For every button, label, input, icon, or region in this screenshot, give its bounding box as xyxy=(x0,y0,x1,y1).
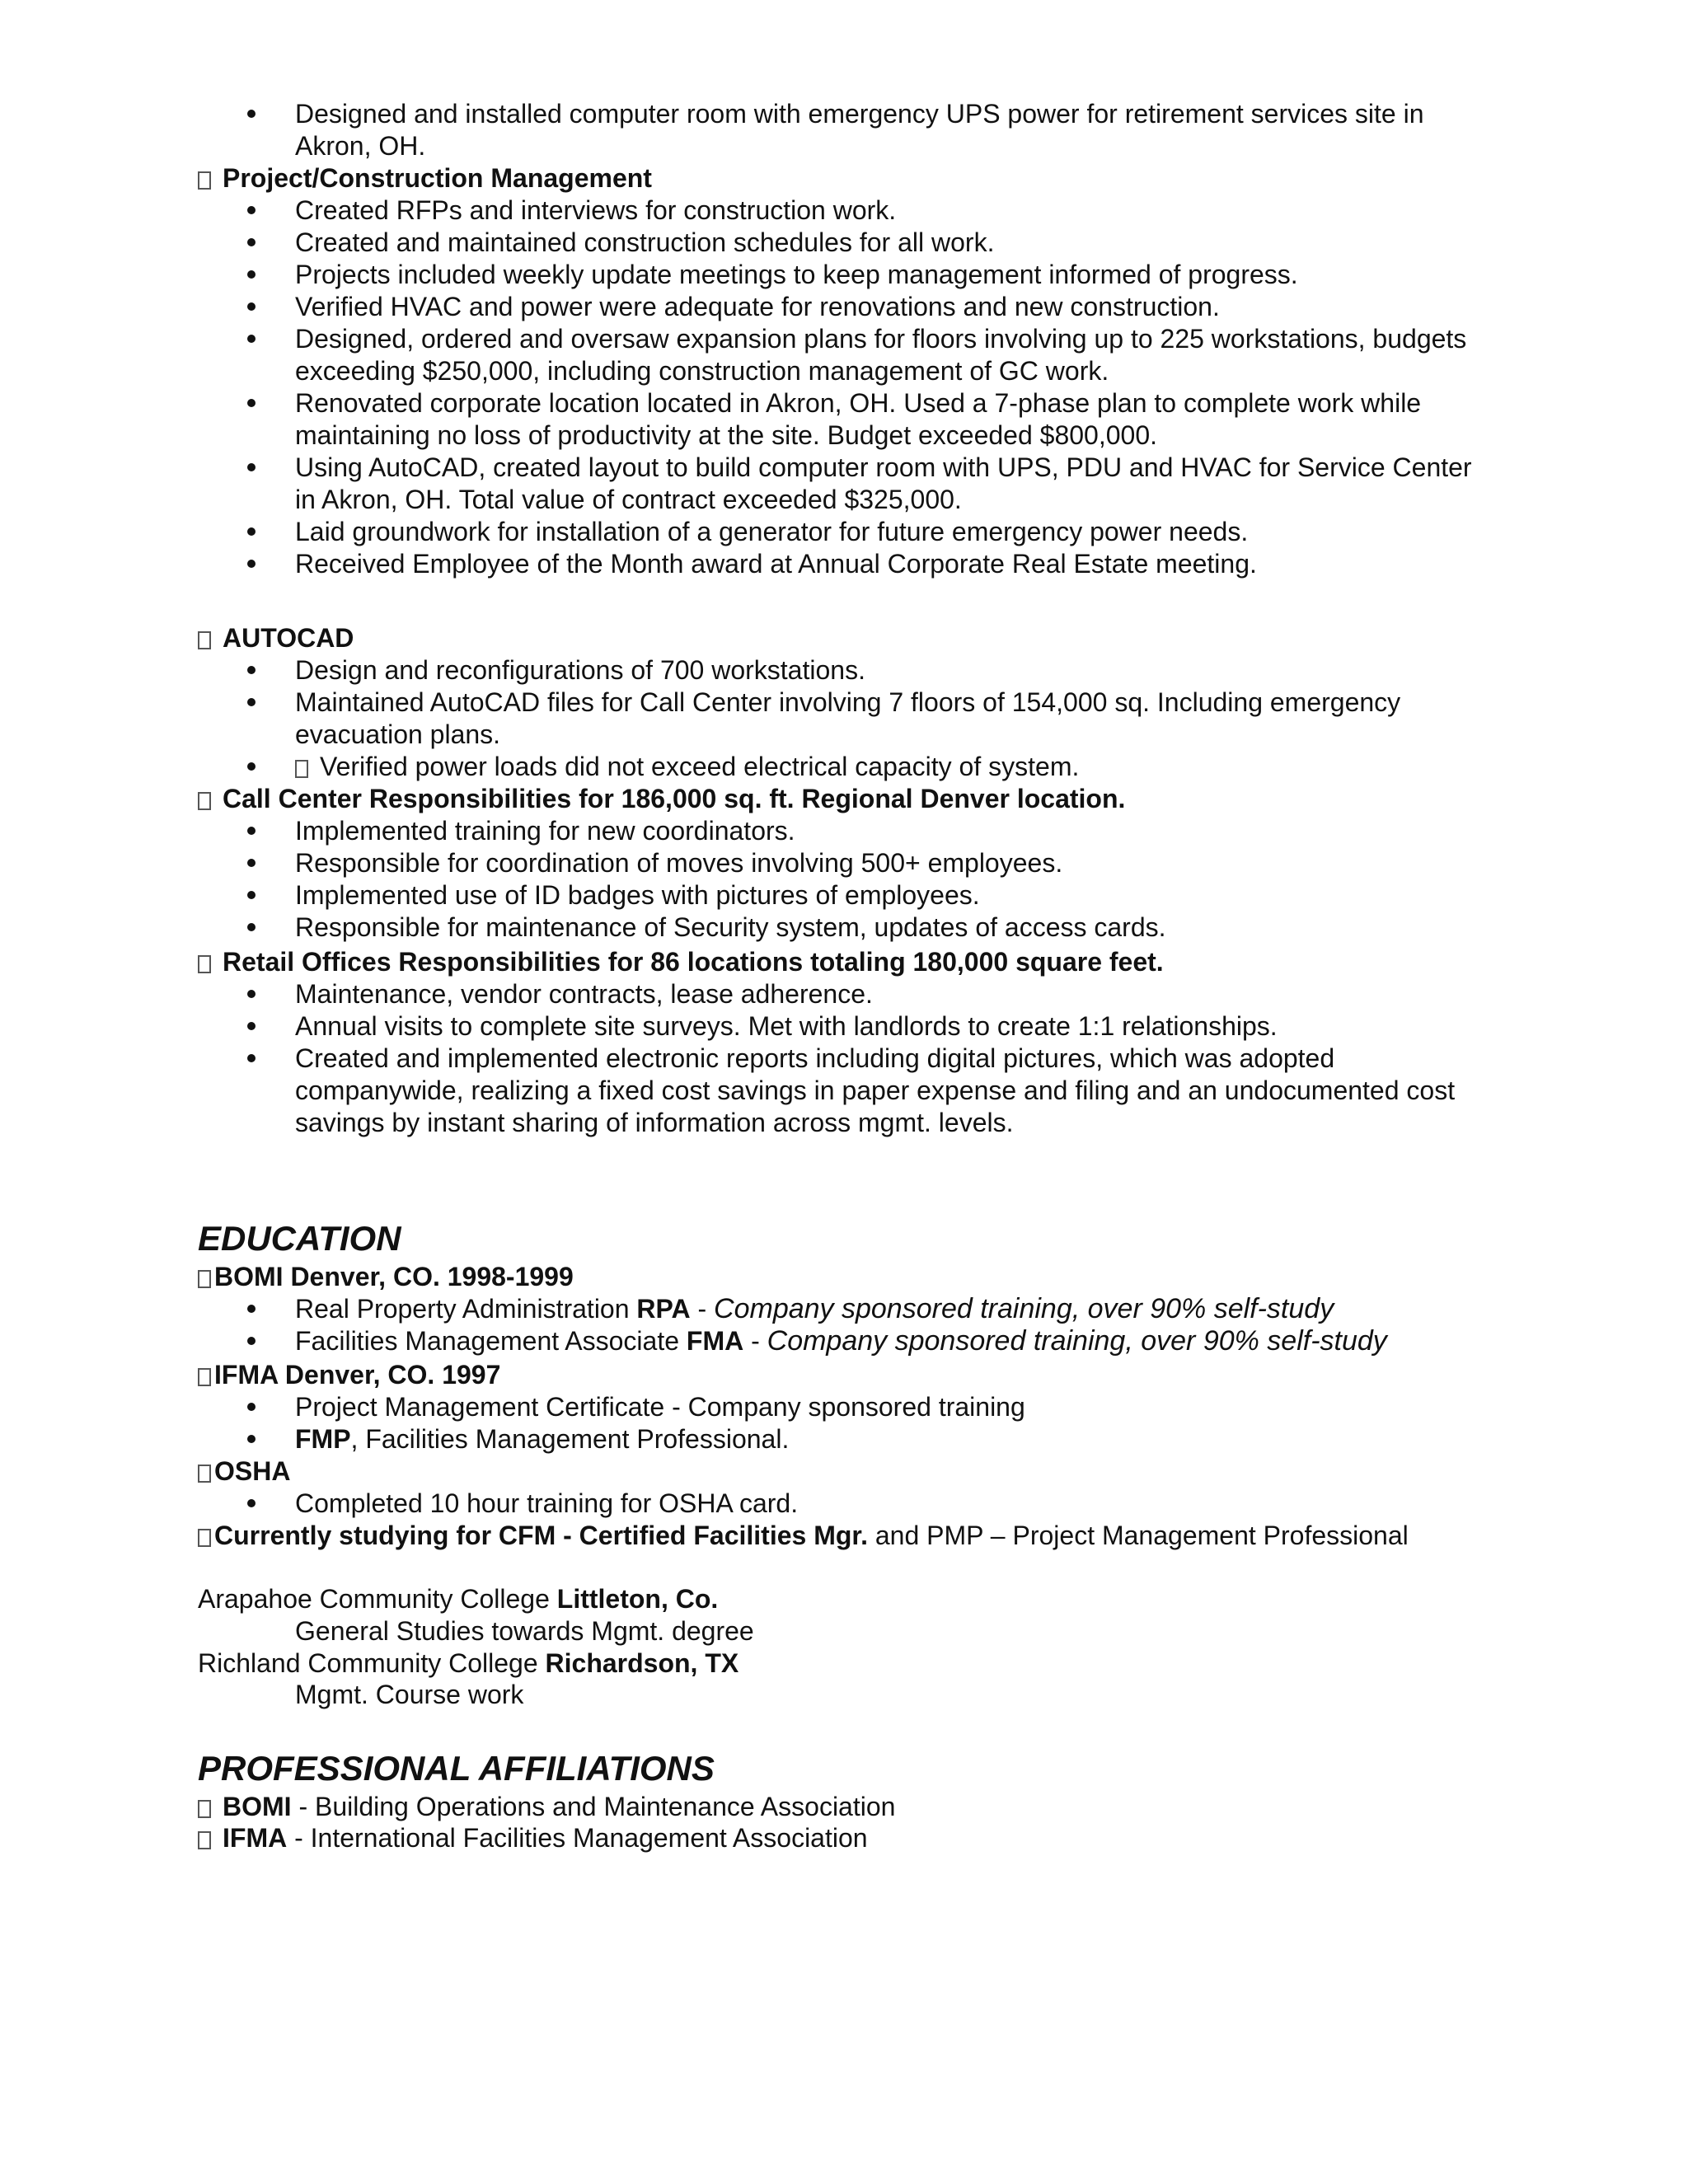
list-item: Created RFPs and interviews for construction work. xyxy=(0,194,1688,227)
bullet-icon xyxy=(247,238,256,246)
list-item: Maintenance, vendor contracts, lease adherence. xyxy=(0,978,1688,1010)
list-item: Received Employee of the Month award at Annual Corporate Real Estate meeting. xyxy=(0,548,1688,580)
list-item: Created and maintained construction schedules for all work. xyxy=(0,227,1688,259)
bullet-icon xyxy=(247,1435,256,1443)
list-item: Implemented training for new coordinators. xyxy=(0,815,1688,847)
affiliation-ifma: IFMA - International Facilities Management Association xyxy=(198,1822,868,1854)
arapahoe-detail: General Studies towards Mgmt. degree xyxy=(295,1616,754,1646)
checkbox-glyph-icon xyxy=(198,1800,211,1818)
checkbox-glyph-icon xyxy=(198,792,211,810)
call-center-section xyxy=(0,783,1688,944)
list-item: Responsible for maintenance of Security system, updates of access cards. xyxy=(0,912,1688,944)
project-section xyxy=(0,162,1688,580)
list-item: Verified HVAC and power were adequate for renovations and new construction. xyxy=(0,291,1688,323)
bullet-icon xyxy=(247,270,256,279)
bullet-icon xyxy=(247,527,256,536)
list-item: Responsible for coordination of moves involving 500+ employees. xyxy=(0,847,1688,879)
richland-college: Richland Community College Richardson, TX xyxy=(198,1648,739,1678)
bullet-icon xyxy=(247,698,256,706)
list-item: Designed, ordered and oversaw expansion plans for floors involving up to 225 workstations, budgets exceeding $250,000, including construction management of GC work. xyxy=(0,323,1688,387)
bullet-icon xyxy=(247,990,256,998)
affiliations-title: PROFESSIONAL AFFILIATIONS xyxy=(198,1749,715,1788)
bullet-icon xyxy=(247,1337,256,1345)
list-item: Project Management Certificate - Company sponsored training xyxy=(0,1391,1688,1423)
checkbox-glyph-icon xyxy=(198,1529,211,1547)
bullet-icon xyxy=(247,1054,256,1062)
list-item: Annual visits to complete site surveys. Met with landlords to create 1:1 relationships. xyxy=(0,1010,1688,1043)
list-item: Designed and installed computer room with emergency UPS power for retirement services site in Akron, OH. xyxy=(0,98,1688,162)
section-heading: AUTOCAD xyxy=(0,622,1688,654)
retail-section xyxy=(0,946,1688,1139)
list-item: Laid groundwork for installation of a generator for future emergency power needs. xyxy=(0,516,1688,548)
affiliation-bomi: BOMI - Building Operations and Maintenance Association xyxy=(198,1791,895,1823)
list-item: FMP, Facilities Management Professional. xyxy=(0,1423,1688,1455)
section-heading: BOMI Denver, CO. 1998-1999 xyxy=(0,1261,1688,1293)
list-item: Implemented use of ID badges with pictures of employees. xyxy=(0,879,1688,912)
bullet-icon xyxy=(247,762,256,771)
bullet-icon xyxy=(247,206,256,214)
checkbox-glyph-icon xyxy=(198,171,211,190)
section-heading: Call Center Responsibilities for 186,000 sq. ft. Regional Denver location. xyxy=(0,783,1688,815)
bullet-icon xyxy=(247,827,256,835)
list-item: Facilities Management Associate FMA - Company sponsored training, over 90% self-study xyxy=(0,1325,1688,1357)
list-item: Using AutoCAD, created layout to build computer room with UPS, PDU and HVAC for Service Center in Akron, OH. Total value of contract exceeded $325,000. xyxy=(0,452,1688,516)
bullet-icon xyxy=(247,335,256,343)
bullet-icon xyxy=(247,1499,256,1507)
checkbox-glyph-icon xyxy=(198,1270,211,1288)
bullet-icon xyxy=(247,1305,256,1313)
checkbox-glyph-icon xyxy=(198,955,211,973)
section-heading: IFMA Denver, CO. 1997 xyxy=(0,1359,1688,1391)
checkbox-glyph-icon xyxy=(198,1465,211,1483)
section-heading: OSHA xyxy=(0,1455,1688,1488)
bullet-icon xyxy=(247,1403,256,1411)
list-item: Projects included weekly update meetings to keep management informed of progress. xyxy=(0,259,1688,291)
checkbox-glyph-icon xyxy=(198,1831,211,1849)
bullet-icon xyxy=(247,891,256,899)
education-title: EDUCATION xyxy=(198,1219,401,1258)
arapahoe-college: Arapahoe Community College Littleton, Co. xyxy=(198,1584,719,1614)
checkbox-glyph-icon xyxy=(295,760,308,778)
bullet-icon xyxy=(247,859,256,867)
bomi-education xyxy=(0,1261,1688,1357)
list-item: Verified power loads did not exceed electrical capacity of system. xyxy=(0,751,1688,783)
bullet-icon xyxy=(247,666,256,674)
currently-studying: Currently studying for CFM - Certified Facilities Mgr. and PMP – Project Management Professional xyxy=(0,1520,1688,1552)
list-item: Real Property Administration RPA - Company sponsored training, over 90% self-study xyxy=(0,1293,1688,1325)
list-item: Completed 10 hour training for OSHA card. xyxy=(0,1488,1688,1520)
bullet-icon xyxy=(247,302,256,311)
bullet-icon xyxy=(247,560,256,568)
ifma-education xyxy=(0,1359,1688,1455)
list-item: Created and implemented electronic reports including digital pictures, which was adopted companywide, realizing a fixed cost savings in paper expense and filing and an undocumented cost savings by instant sharing of information across mgmt. levels. xyxy=(0,1043,1688,1139)
bullet-icon xyxy=(247,463,256,471)
osha-education xyxy=(0,1455,1688,1520)
bullet-icon xyxy=(247,399,256,407)
richland-detail: Mgmt. Course work xyxy=(295,1680,524,1709)
checkbox-glyph-icon xyxy=(198,631,211,649)
bullet-icon xyxy=(247,1022,256,1030)
bullet-icon xyxy=(247,110,256,118)
bullet-icon xyxy=(247,923,256,931)
section-heading: Retail Offices Responsibilities for 86 locations totaling 180,000 square feet. xyxy=(0,946,1688,978)
list-item: Renovated corporate location located in Akron, OH. Used a 7-phase plan to complete work while maintaining no loss of productivity at the site. Budget exceeded $800,000. xyxy=(0,387,1688,452)
continued-list xyxy=(0,98,1688,162)
checkbox-glyph-icon xyxy=(198,1368,211,1386)
list-item: Design and reconfigurations of 700 workstations. xyxy=(0,654,1688,687)
list-item: Maintained AutoCAD files for Call Center involving 7 floors of 154,000 sq. Including emergency evacuation plans. xyxy=(0,687,1688,751)
autocad-section xyxy=(0,622,1688,783)
section-heading: Project/Construction Management xyxy=(0,162,1688,194)
